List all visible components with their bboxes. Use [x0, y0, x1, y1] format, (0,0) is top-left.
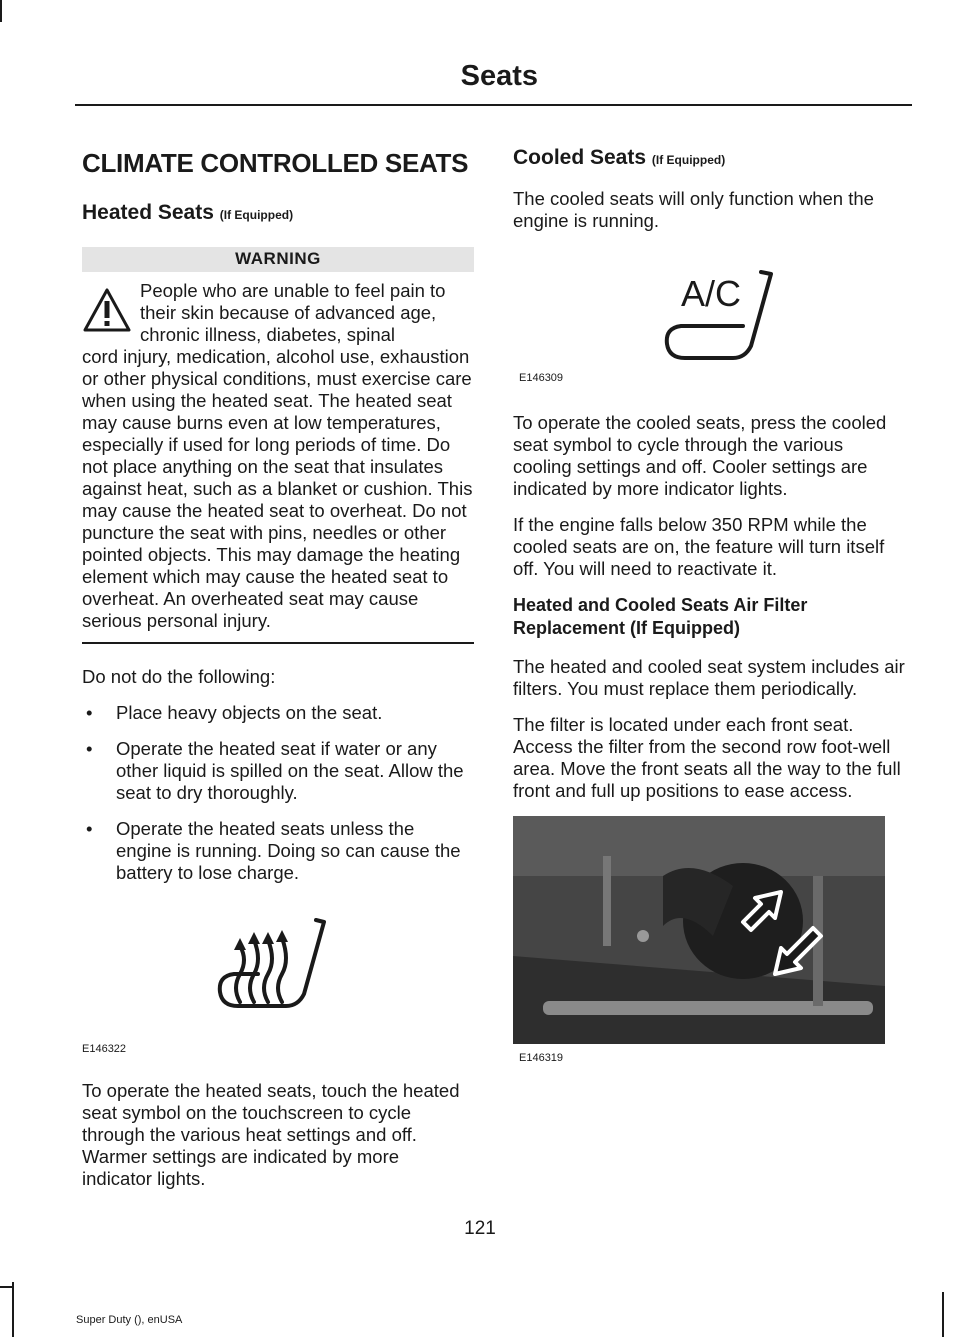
list-item: • Operate the heated seat if water or any other liquid is spilled on the seat. Allow the seat to dry thoroughly. [82, 738, 474, 804]
right-column [513, 140, 905, 1066]
filter-text-1: The heated and cooled seat system includes air filters. You must replace them periodically. [513, 656, 905, 699]
heated-seats-qualifier: (If Equipped) [219, 208, 294, 222]
cooled-seats-heading [513, 146, 905, 170]
header-rule [75, 104, 912, 106]
crop-mark [12, 1282, 14, 1337]
heated-seats-title: Heated Seats [82, 201, 214, 224]
cooled-operate-text: To operate the cooled seats, press the cooled seat symbol to cycle through the various cooling settings and off. Cooler settings are indicated by more indicator lights. [513, 412, 887, 499]
cooled-seat-figure [513, 246, 905, 426]
page-number: 121 [464, 1218, 496, 1239]
warning-label: WARNING [82, 247, 474, 272]
cooled-seat-icon [653, 258, 793, 378]
crop-mark [0, 1286, 14, 1288]
heated-operate-text: To operate the heated seats, touch the heated seat symbol on the touchscreen to cycle through the various heat settings and off. Warmer settings are indicated by more indicator lights. [82, 1080, 460, 1189]
filter-heading: Heated and Cooled Seats Air Filter Replacement (If Equipped) [513, 595, 808, 638]
list-item: • Place heavy objects on the seat. [82, 702, 474, 724]
figure-id: E146322 [82, 1043, 127, 1055]
document-reference: Super Duty (), enUSA [76, 1314, 183, 1326]
heated-seat-figure [82, 898, 474, 1058]
heated-seats-heading [82, 201, 474, 225]
do-not-list [82, 702, 474, 884]
cooled-seats-title: Cooled Seats [513, 146, 647, 169]
warning-box [82, 247, 474, 644]
cooled-intro: The cooled seats will only function when the engine is running. [513, 188, 874, 231]
crop-mark [0, 0, 2, 22]
figure-id: E146309 [519, 372, 564, 384]
filter-location-illustration [513, 816, 885, 1066]
warning-triangle-icon [82, 286, 132, 334]
do-not-intro: Do not do the following: [82, 666, 276, 687]
warning-body [82, 280, 474, 644]
heated-seat-icon [208, 908, 358, 1038]
air-filter-photo [513, 816, 885, 1066]
crop-mark [942, 1292, 944, 1337]
figure-id: E146319 [519, 1052, 564, 1064]
left-column [82, 140, 474, 1204]
cooled-seats-qualifier: (If Equipped) [651, 153, 726, 167]
rpm-text: If the engine falls below 350 RPM while the cooled seats are on, the feature will turn itself off. You will need to reactivate it. [513, 514, 885, 579]
warning-text-rest: cord injury, medication, alcohol use, exhaustion or other physical conditions, must exercise care when using the heated seat. The heated seat may cause burns even at low temperatures, especially if used for long periods of time. Do not place anything on the seat that insulates against heat, such as a blanket or cushion. This may cause the heated seat to overheat. Do not puncture the seat with pins, needles or other pointed objects. This may damage the heating element which may cause the heated seat to overheat. An overheated seat may cause serious personal injury. [82, 346, 473, 631]
ac-label: A/C [681, 273, 742, 314]
page-header-title: Seats [460, 60, 538, 92]
section-title: CLIMATE CONTROLLED SEATS [82, 148, 469, 178]
filter-text-2: The filter is located under each front seat. Access the filter from the second row foot-well area. Move the front seats all the way to the full front and full up positions to ease access. [513, 714, 901, 801]
warning-text-first: People who are unable to feel pain to their skin because of advanced age, chronic illness, diabetes, spinal [140, 280, 446, 345]
list-item: • Operate the heated seats unless the engine is running. Doing so can cause the battery to lose charge. [82, 818, 474, 884]
